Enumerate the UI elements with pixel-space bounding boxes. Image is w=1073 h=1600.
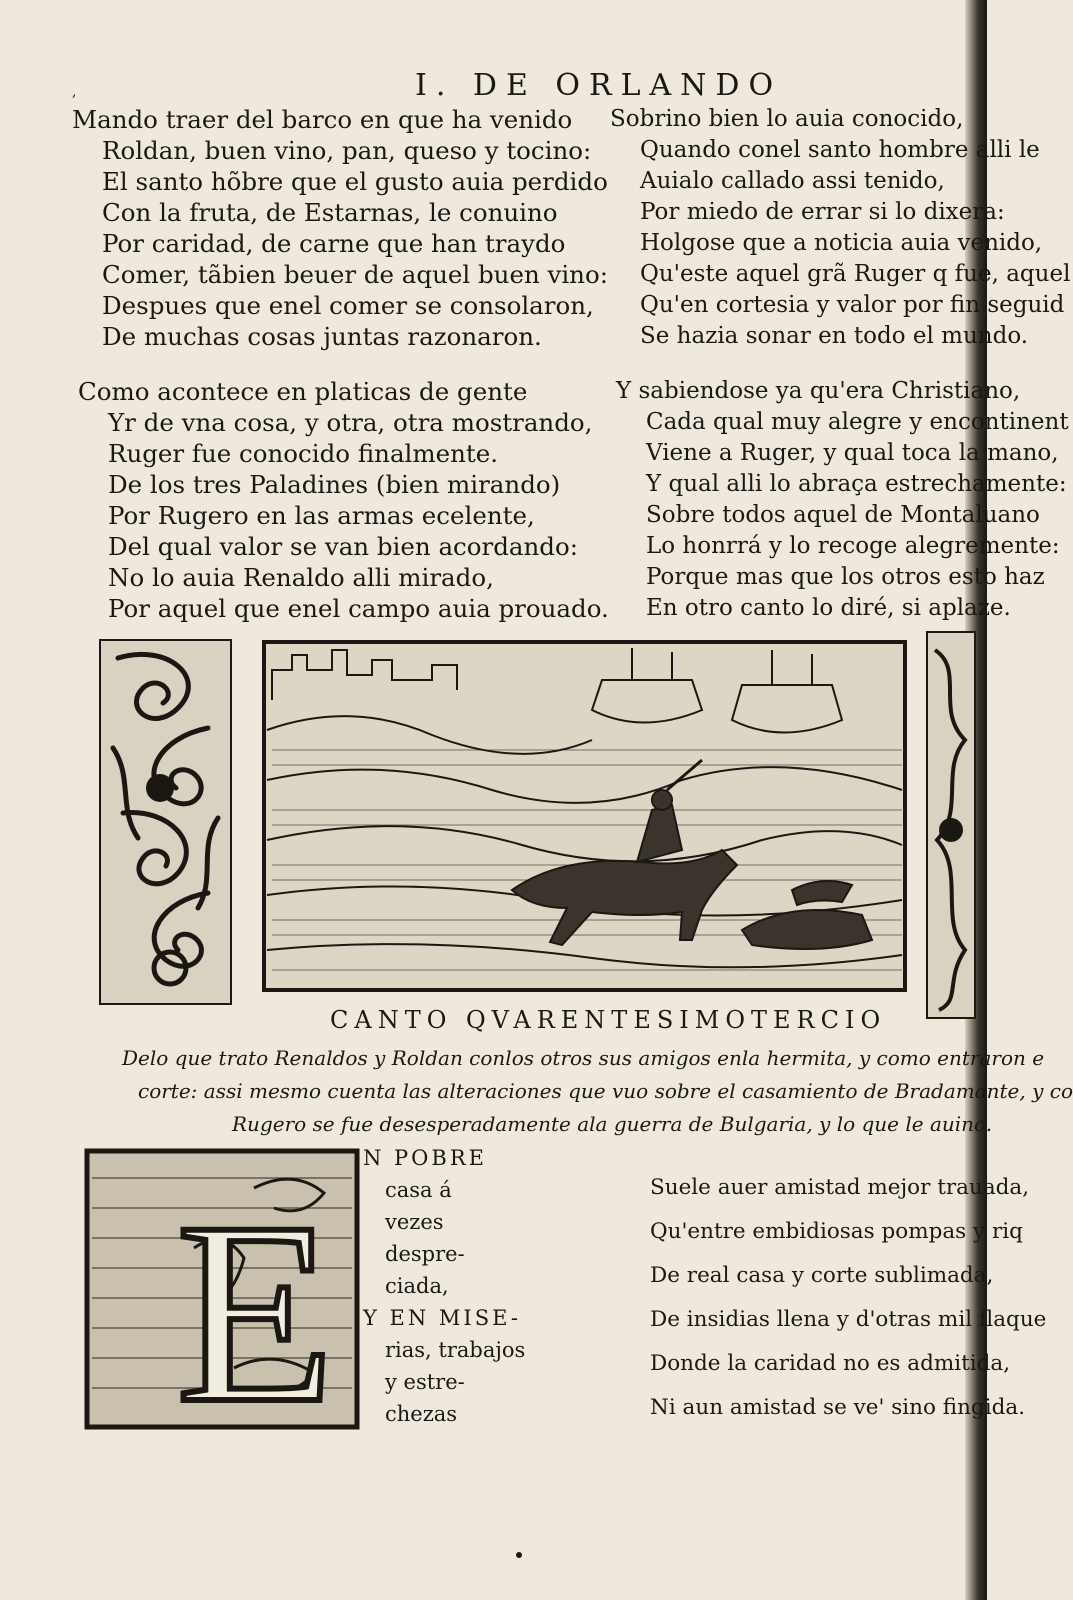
verse-line: Y sabiendose ya qu'era Christiano, (616, 378, 1021, 404)
verse-line: Del qual valor se van bien acordando: (108, 532, 578, 561)
verse-line: De insidias llena y d'otras mil flaque (650, 1307, 1047, 1332)
verse-line: despre- (385, 1242, 465, 1266)
margin-mark: , (72, 84, 77, 100)
verse-line: casa á (385, 1178, 452, 1202)
stanza-mid-left (78, 376, 609, 624)
verse-line: chezas (385, 1402, 458, 1426)
verse-line: Despues que enel comer se consolaron, (102, 291, 594, 320)
argument-line: Delo que trato Renaldos y Roldan conlos otros sus amigos enla hermita, y como entraron e (122, 1046, 1045, 1070)
verse-line: Qu'en cortesia y valor por fin seguid (640, 292, 1065, 318)
verse-line: No lo auia Renaldo alli mirado, (108, 563, 494, 592)
argument-line: Rugero se fue desesperadamente ala guerra de Bulgaria, y lo que le auino. (232, 1112, 993, 1136)
verse-line: Mando traer del barco en que ha venido (72, 105, 573, 134)
verse-line: Por miedo de errar si lo dixera: (640, 199, 1005, 225)
verse-line: Por aquel que enel campo auia prouado. (108, 594, 609, 623)
verse-line: Roldan, buen vino, pan, queso y tocino: (102, 136, 592, 165)
verse-line: Ni aun amistad se ve' sino fingida. (650, 1395, 1026, 1420)
stanza-top-right (610, 104, 1070, 352)
verse-line: Ruger fue conocido finalmente. (108, 439, 499, 468)
verse-line: De los tres Paladines (bien mirando) (108, 470, 561, 499)
verse-line: Por Rugero en las armas ecelente, (108, 501, 535, 530)
verse-line: Y EN MISE- (363, 1306, 521, 1330)
verse-line: Se hazia sonar en todo el mundo. (640, 323, 1029, 349)
verse-line: vezes (385, 1210, 444, 1234)
verse-line: En otro canto lo diré, si aplaze. (646, 595, 1011, 621)
ornamental-border-right (925, 630, 977, 1020)
verse-line: Viene a Ruger, y qual toca la mano, (646, 440, 1059, 466)
verse-line: Porque mas que los otros esto haz (646, 564, 1045, 590)
dropcap-letter: E (176, 1169, 335, 1457)
verse-line: Comer, tãbien beuer de aquel buen vino: (102, 260, 608, 289)
ink-dot (516, 1552, 522, 1558)
verse-line: Auialo callado assi tenido, (640, 168, 945, 194)
verse-opening-left (363, 1142, 525, 1430)
verse-line: Suele auer amistad mejor trauada, (650, 1175, 1030, 1200)
verse-line: Yr de vna cosa, y otra, otra mostrando, (108, 408, 593, 437)
verse-line: y estre- (385, 1370, 465, 1394)
verse-line: Donde la caridad no es admitida, (650, 1351, 1011, 1376)
verse-line: El santo hõbre que el gusto auia perdido (102, 167, 608, 196)
canto-title: CANTO QVARENTESIMOTERCIO (330, 1006, 887, 1034)
verse-line: ciada, (385, 1274, 449, 1298)
verse-line: Qu'entre embidiosas pompas y riq (650, 1219, 1023, 1244)
verse-line: Qu'este aquel grã Ruger q fue, aquel (640, 261, 1071, 287)
verse-line: rias, trabajos (385, 1338, 526, 1362)
verse-line: N POBRE (363, 1146, 487, 1170)
verse-line: Sobrino bien lo auia conocido, (610, 106, 964, 132)
verse-line: Cada qual muy alegre y encontinent (646, 409, 1069, 435)
ornamental-border-left (98, 638, 233, 1006)
verse-line: Y qual alli lo abraça estrechamente: (646, 471, 1067, 497)
verse-line: Como acontece en platicas de gente (78, 377, 528, 406)
verse-line: Con la fruta, de Estarnas, le conuino (102, 198, 558, 227)
verse-opening-right (650, 1166, 1046, 1430)
verse-line: De muchas cosas juntas razonaron. (102, 322, 542, 351)
verse-line: Quando conel santo hombre alli le (640, 137, 1040, 163)
dropcap-ornament (84, 1148, 360, 1457)
stanza-mid-right (616, 376, 1069, 624)
stanza-top-left (72, 104, 608, 352)
verse-line: Lo honrrá y lo recoge alegremente: (646, 533, 1060, 559)
verse-line: Sobre todos aquel de Montaluano (646, 502, 1040, 528)
argument-line: corte: assi mesmo cuenta las alteraciones que vuo sobre el casamiento de Bradamante, y co (138, 1079, 1073, 1103)
running-title: I. DE ORLANDO (415, 68, 783, 103)
canto-argument (100, 1042, 1073, 1141)
verse-line: Holgose que a noticia auia venido, (640, 230, 1043, 256)
woodcut-illustration (262, 640, 907, 992)
verse-line: Por caridad, de carne que han traydo (102, 229, 566, 258)
verse-line: De real casa y corte sublimada, (650, 1263, 994, 1288)
